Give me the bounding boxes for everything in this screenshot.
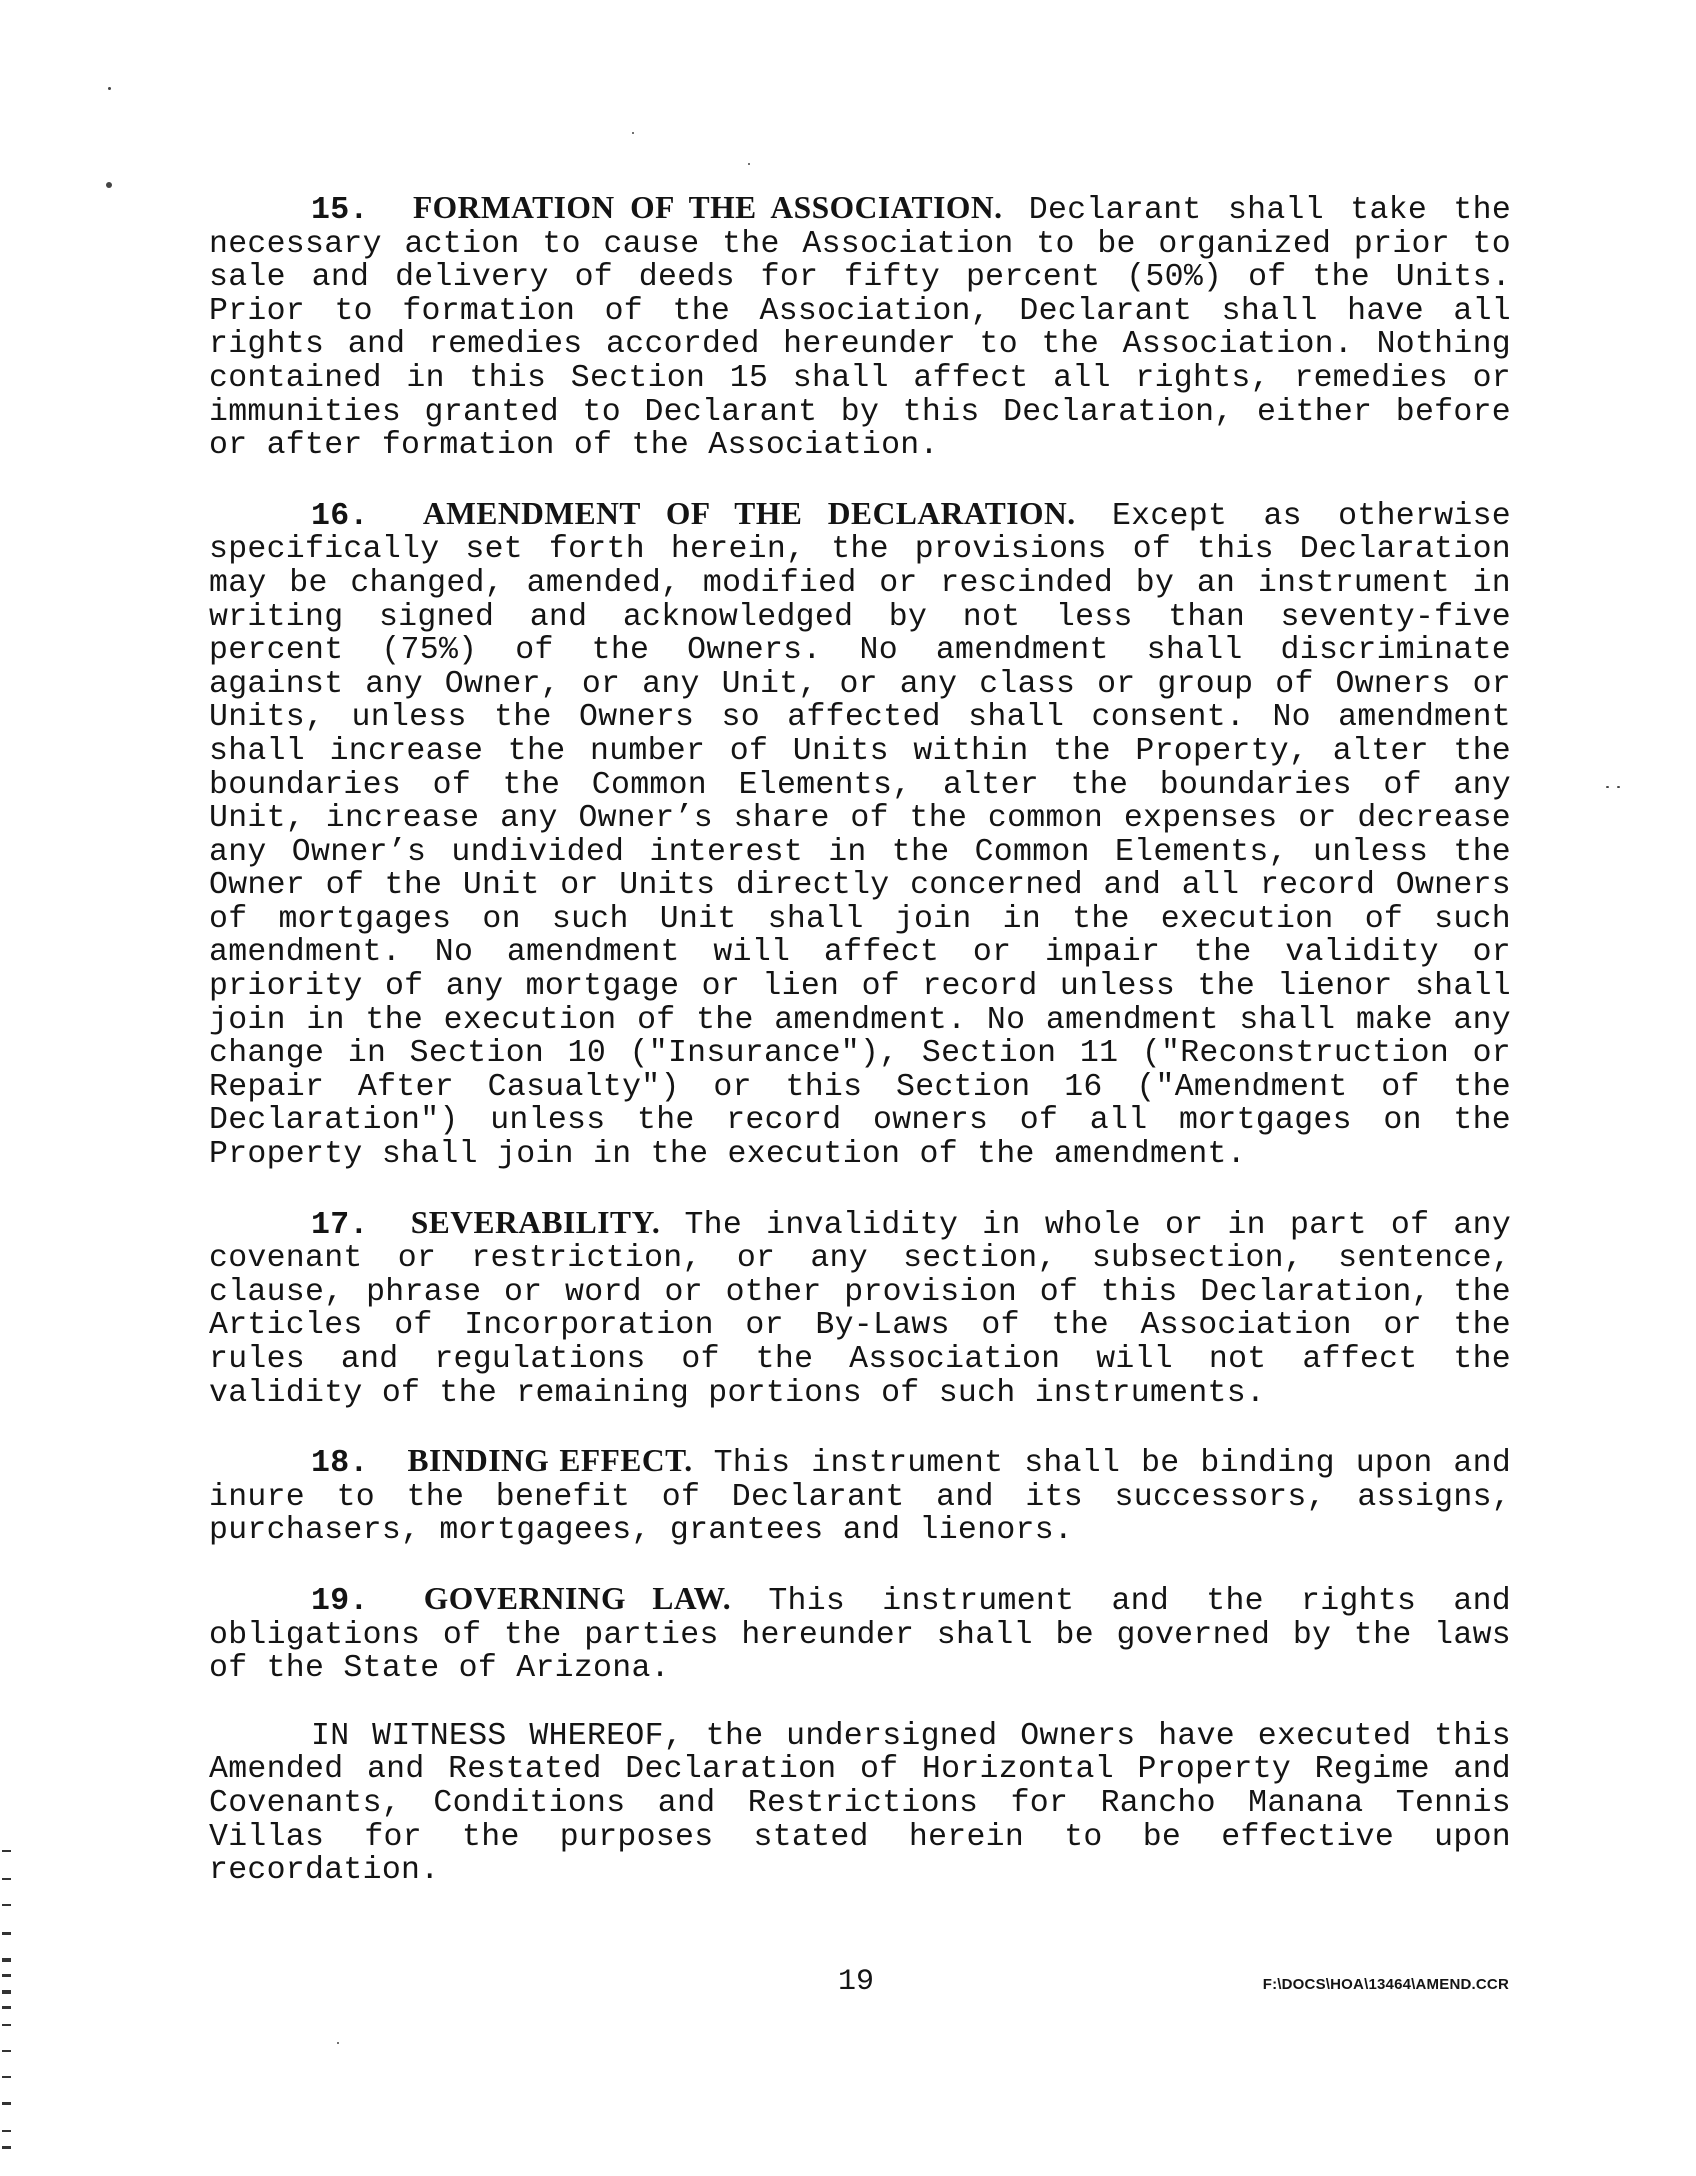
section-text: The invalidity in whole or in part of any covenant or restriction, or any section, subsection, sentence, clause, phrase or word or other provision of this Declaration, the Articles of Incorporation or By-Laws of the Association or the rules and regulations of the Association will not affect the validity of the remaining portions of such instruments. (209, 1207, 1512, 1411)
file-path: F:\DOCS\HOA\13464\AMEND.CCR (1262, 1976, 1509, 1993)
section-15 (209, 191, 1511, 463)
section-text: This instrument shall be binding upon and inure to the benefit of Declarant and its successors, assigns, purchasers, mortgagees, grantees and lienors. (209, 1446, 1512, 1549)
scan-speck (748, 163, 750, 165)
document-body (209, 191, 1511, 1888)
scan-speck (632, 132, 634, 134)
section-text: This instrument and the rights and obligations of the parties hereunder shall be governed by the laws of the State of Arizona. (209, 1583, 1512, 1687)
section-heading: SEVERABILITY. (410, 1204, 661, 1240)
section-number: 16. (311, 498, 369, 534)
page-number: 19 (838, 1965, 875, 1999)
section-17 (209, 1206, 1511, 1411)
section-number: 17. (311, 1207, 369, 1243)
section-number: 19. (311, 1583, 369, 1619)
section-number: 15. (311, 193, 369, 228)
section-text: Except as otherwise specifically set forth herein, the provisions of this Declaration may be changed, amended, modified or rescinded by an instrument in writing signed and acknowledged by not less than seventy-five percent (75%) of the Owners. No amendment shall discriminate against any Owner, or any Unit, or any class or group of Owners or Units, unless the Owners so affected shall consent. No amendment shall increase the number of Units within the Property, alter the boundaries of the Common Elements, alter the boundaries of any Unit, increase any Owner’s share of the common expenses or decrease any Owner’s undivided interest in the Common Elements, unless the Owner of the Unit or Units directly concerned and all record Owners of mortgages on such Unit shall join in the execution of such amendment. No amendment will affect or impair the validity or priority of any mortgage or lien of record unless the lienor shall join in the execution of the amendment. No amendment shall make any change in Section 10 ("Insurance"), Section 11 ("Reconstruction or Repair After Casualty") or this Section 16 ("Amendment of the Declaration") unless the record owners of all mortgages on the Property shall join in the execution of the amendment. (209, 498, 1512, 1173)
section-19 (209, 1582, 1511, 1686)
section-heading: AMENDMENT OF THE DECLARATION. (422, 495, 1076, 531)
section-heading: GOVERNING LAW. (423, 1580, 732, 1616)
scan-speck (337, 2042, 339, 2044)
scan-edge-marks (0, 1840, 14, 2160)
section-18 (209, 1444, 1511, 1548)
scan-speck (108, 87, 111, 90)
section-number: 18. (311, 1446, 369, 1482)
witness-clause: IN WITNESS WHEREOF, the undersigned Owners have executed this Amended and Restated Declaration of Horizontal Property Regime and Covenants, Conditions and Restrictions for Rancho Manana Tennis Villas for the purposes stated herein to be effective upon recordation. (209, 1718, 1511, 1889)
scan-speck (1606, 786, 1609, 788)
section-16 (209, 497, 1511, 1172)
scan-speck (1617, 786, 1620, 788)
scan-speck (106, 182, 112, 188)
section-heading: FORMATION OF THE ASSOCIATION. (412, 190, 1003, 225)
section-heading: BINDING EFFECT. (407, 1443, 693, 1479)
section-text: Declarant shall take the necessary action to cause the Association to be organized prior to sale and delivery of deeds for fifty percent (50%) of the Units. Prior to formation of the Association, Declarant shall have all rights and remedies accorded hereunder to the Association. Nothing contained in this Section 15 shall affect all rights, remedies or immunities granted to Declarant by this Declaration, either before or after formation of the Association. (209, 193, 1512, 464)
